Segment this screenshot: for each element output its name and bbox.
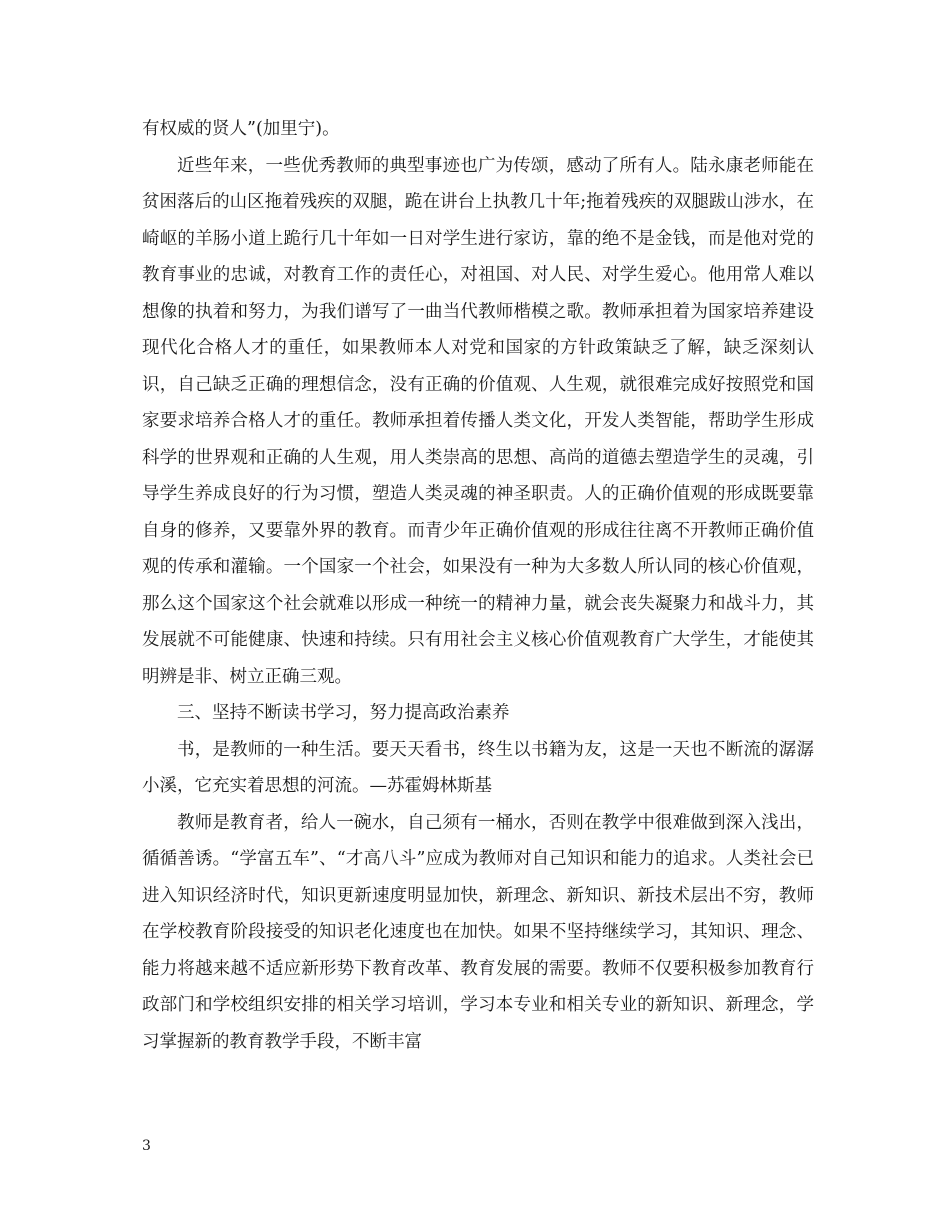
paragraph-1: 有权威的贤人”(加里宁)。 [142,119,340,139]
page-body [142,111,814,1060]
quote-paragraph: 书，是教师的一种生活。要天天看书，终生以书籍为友，这是一天也不断流的潺潺小溪，它充实着思想的河流。—苏霍姆林斯基 [142,739,814,796]
paragraph-2: 近些年来，一些优秀教师的典型事迹也广为传颂，感动了所有人。陆永康老师能在贫困落后的山区拖着残疾的双腿，跪在讲台上执教几十年;拖着残疾的双腿跋山涉水，在崎岖的羊肠小道上跪行几十年如一日对学生进行家访，靠的绝不是金钱，而是他对党的教育事业的忠诚，对教育工作的责任心，对祖国、对人民、对学生爱心。他用常人难以想像的执着和努力，为我们谱写了一曲当代教师楷模之歌。教师承担着为国家培养建设现代化合格人才的重任，如果教师本人对党和国家的方针政策缺乏了解，缺乏深刻认识，自己缺乏正确的理想信念，没有正确的价值观、人生观，就很难完成好按照党和国家要求培养合格人才的重任。教师承担着传播人类文化，开发人类智能，帮助学生形成科学的世界观和正确的人生观，用人类崇高的思想、高尚的道德去塑造学生的灵魂，引导学生养成良好的行为习惯，塑造人类灵魂的神圣职责。人的正确价值观的形成既要靠自身的修养，又要靠外界的教育。而青少年正确价值观的形成往往离不开教师正确价值观的传承和灌输。一个国家一个社会，如果没有一种为大多数人所认同的核心价值观，那么这个国家这个社会就难以形成一种统一的精神力量，就会丧失凝聚力和战斗力，其发展就不可能健康、快速和持续。只有用社会主义核心价值观教育广大学生，才能使其明辨是非、树立正确三观。 [142,155,814,687]
section-heading: 三、坚持不断读书学习，努力提高政治素养 [177,703,510,723]
page-number: 3 [142,1138,151,1154]
paragraph-5: 教师是教育者，给人一碗水，自己须有一桶水，否则在教学中很难做到深入浅出，循循善诱。“学富五车”、“才高八斗”应成为教师对自己知识和能力的追求。人类社会已进入知识经济时代，知识更新速度明显加快，新理念、新知识、新技术层出不穷，教师在学校教育阶段接受的知识老化速度也在加快。如果不坚持继续学习，其知识、理念、能力将越来越不适应新形势下教育改革、教育发展的需要。教师不仅要积极参加教育行政部门和学校组织安排的相关学习培训，学习本专业和相关专业的新知识、新理念，学习掌握新的教育教学手段，不断丰富 [142,812,814,1052]
